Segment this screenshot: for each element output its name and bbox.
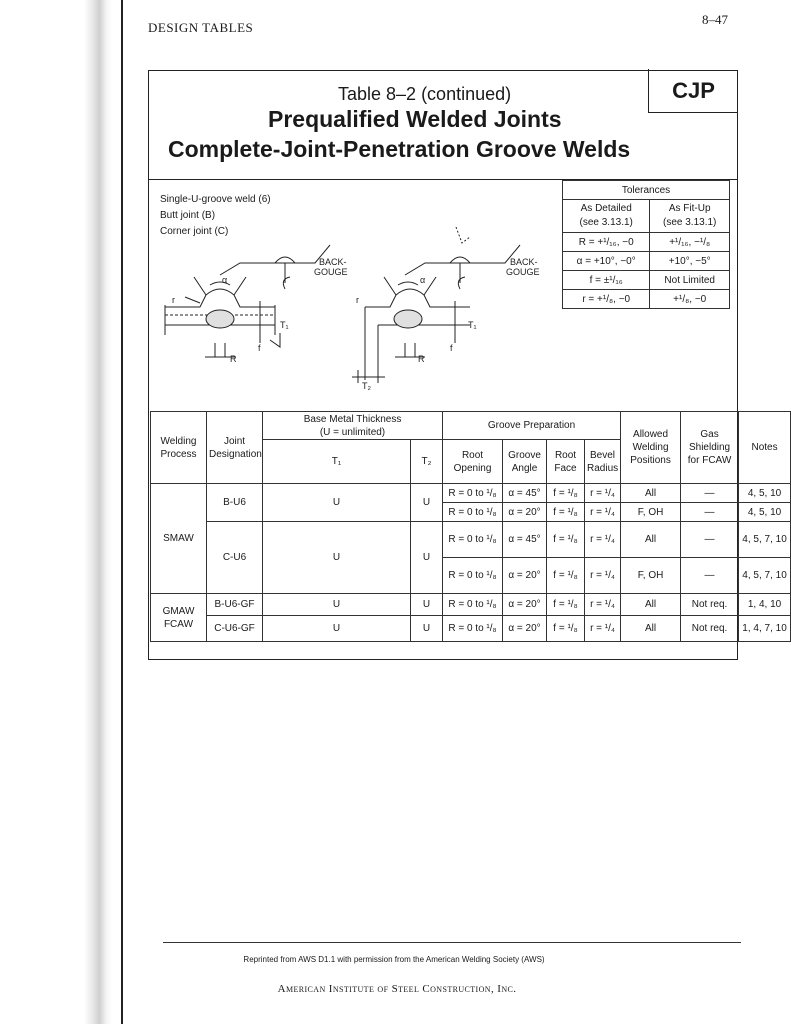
t2-value: U	[411, 484, 443, 522]
table-title-line2: Complete-Joint-Penetration Groove Welds	[168, 136, 631, 162]
alpha-label-2: α	[420, 275, 426, 285]
bevel-radius: r = ¹/₄	[585, 558, 621, 594]
footer-rule	[163, 942, 741, 943]
back-gouge-label-1: BACK-	[319, 257, 347, 267]
notes: 4, 5, 10	[739, 503, 791, 522]
gas-shielding: —	[681, 484, 739, 503]
groove-angle: α = 20°	[503, 503, 547, 522]
running-head: DESIGN TABLES	[148, 20, 254, 35]
corner-joint-drawing	[352, 227, 520, 383]
table-row	[151, 616, 791, 642]
root-face: f = ¹/₈	[547, 484, 585, 503]
welding-positions: F, OH	[621, 503, 681, 522]
notes: 4, 5, 7, 10	[739, 522, 791, 558]
gas-shielding: Not req.	[681, 594, 739, 616]
t2-value: U	[411, 616, 443, 642]
root-opening: R = 0 to ¹/₈	[443, 522, 503, 558]
header-root-face: Root Face	[547, 440, 585, 484]
groove-angle: α = 20°	[503, 594, 547, 616]
t1-value: U	[263, 484, 411, 522]
header-welding-process: Welding Process	[151, 412, 207, 484]
back-gouge-label-2b: GOUGE	[506, 267, 540, 277]
tolerance-cell: f = ±¹/₁₆	[563, 271, 650, 290]
welding-positions: F, OH	[621, 558, 681, 594]
tolerance-cell: R = +¹/₁₆, −0	[563, 233, 650, 252]
t2-value: U	[411, 522, 443, 594]
gas-shielding: —	[681, 558, 739, 594]
header-bevel-radius: Bevel Radius	[585, 440, 621, 484]
gas-shielding: —	[681, 522, 739, 558]
header-t2: T₂	[411, 440, 443, 484]
joint-designation: C-U6	[207, 522, 263, 594]
tolerance-cell: +¹/₁₆, −¹/₈	[650, 233, 730, 252]
t1-label-2: T₁	[468, 320, 477, 330]
t1-value: U	[263, 616, 411, 642]
notes: 1, 4, 7, 10	[739, 616, 791, 642]
gas-shielding: —	[681, 503, 739, 522]
t1-label: T₁	[280, 320, 289, 330]
bevel-radius: r = ¹/₄	[585, 594, 621, 616]
root-face: f = ¹/₈	[547, 558, 585, 594]
tolerance-cell: Not Limited	[650, 271, 730, 290]
root-opening: R = 0 to ¹/₈	[443, 616, 503, 642]
R-label-2: R	[418, 354, 425, 364]
book-binding-shadow	[84, 0, 112, 1024]
joint-designation: B-U6	[207, 484, 263, 522]
R-label: R	[230, 354, 237, 364]
notes: 1, 4, 10	[739, 594, 791, 616]
r-label-2: r	[356, 295, 359, 305]
groove-angle: α = 45°	[503, 522, 547, 558]
alpha-label: α	[222, 275, 228, 285]
welding-positions: All	[621, 616, 681, 642]
header-t1: T₁	[263, 440, 411, 484]
table-title-line1: Prequalified Welded Joints	[268, 106, 562, 132]
t1-value: U	[263, 594, 411, 616]
joint-type-item: Single-U-groove weld (6)	[160, 194, 271, 205]
joint-type-item: Butt joint (B)	[160, 210, 216, 221]
table-row	[151, 522, 791, 558]
t2-label: T₂	[362, 381, 371, 391]
f-label: f	[258, 343, 261, 353]
tolerance-cell: +¹/₈, −0	[650, 290, 730, 309]
root-face: f = ¹/₈	[547, 594, 585, 616]
header-gas-shielding: Gas Shielding for FCAW	[681, 412, 739, 484]
header-base-metal-thickness: Base Metal Thickness (U = unlimited)	[263, 412, 443, 440]
header-groove-angle: Groove Angle	[503, 440, 547, 484]
welding-positions: All	[621, 484, 681, 503]
tolerances-header: Tolerances	[563, 181, 730, 200]
joint-designation: B-U6-GF	[207, 594, 263, 616]
notes: 4, 5, 7, 10	[739, 558, 791, 594]
groove-angle: α = 20°	[503, 616, 547, 642]
t2-value: U	[411, 594, 443, 616]
back-gouge-label-1b: GOUGE	[314, 267, 348, 277]
root-face: f = ¹/₈	[547, 522, 585, 558]
root-opening: R = 0 to ¹/₈	[443, 594, 503, 616]
table-row	[151, 484, 791, 503]
as-detailed-header: As Detailed (see 3.13.1)	[563, 200, 650, 233]
root-face: f = ¹/₈	[547, 503, 585, 522]
gas-shielding: Not req.	[681, 616, 739, 642]
table-number: Table 8–2 (continued)	[338, 84, 512, 104]
tolerances-table	[562, 180, 730, 309]
process-gmaw-fcaw: GMAW FCAW	[151, 594, 207, 642]
root-opening: R = 0 to ¹/₈	[443, 558, 503, 594]
groove-angle: α = 45°	[503, 484, 547, 503]
joint-designation: C-U6-GF	[207, 616, 263, 642]
butt-joint-drawing	[165, 245, 330, 357]
table-row	[151, 594, 791, 616]
root-opening: R = 0 to ¹/₈	[443, 503, 503, 522]
back-gouge-label-2: BACK-	[510, 257, 538, 267]
bevel-radius: r = ¹/₄	[585, 522, 621, 558]
tolerance-cell: α = +10°, −0°	[563, 252, 650, 271]
publisher-name: American Institute of Steel Construction, Inc.	[277, 983, 517, 995]
tolerance-cell: +10°, −5°	[650, 252, 730, 271]
f-label-2: f	[450, 343, 453, 353]
header-groove-preparation: Groove Preparation	[443, 412, 621, 440]
bevel-radius: r = ¹/₄	[585, 484, 621, 503]
welding-positions: All	[621, 594, 681, 616]
header-notes: Notes	[739, 412, 791, 484]
reprint-notice: Reprinted from AWS D1.1 with permission from the American Welding Society (AWS)	[243, 955, 545, 964]
t1-value: U	[263, 522, 411, 594]
cjp-badge: CJP	[648, 69, 738, 113]
r-label: r	[172, 295, 175, 305]
welding-positions: All	[621, 522, 681, 558]
title-block	[148, 70, 738, 180]
binding-edge-line	[121, 0, 123, 1024]
process-smaw: SMAW	[151, 484, 207, 594]
root-opening: R = 0 to ¹/₈	[443, 484, 503, 503]
header-root-opening: Root Opening	[443, 440, 503, 484]
root-face: f = ¹/₈	[547, 616, 585, 642]
groove-angle: α = 20°	[503, 558, 547, 594]
header-allowed-positions: Allowed Welding Positions	[621, 412, 681, 484]
joint-spec-table	[150, 411, 791, 642]
as-fit-up-header: As Fit-Up (see 3.13.1)	[650, 200, 730, 233]
header-joint-designation: Joint Designation	[207, 412, 263, 484]
joint-sketch	[150, 215, 560, 395]
page-number: 8–47	[702, 12, 728, 27]
tolerance-cell: r = +¹/₈, −0	[563, 290, 650, 309]
notes: 4, 5, 10	[739, 484, 791, 503]
joint-type-item: Corner joint (C)	[160, 226, 229, 237]
bevel-radius: r = ¹/₄	[585, 616, 621, 642]
bevel-radius: r = ¹/₄	[585, 503, 621, 522]
